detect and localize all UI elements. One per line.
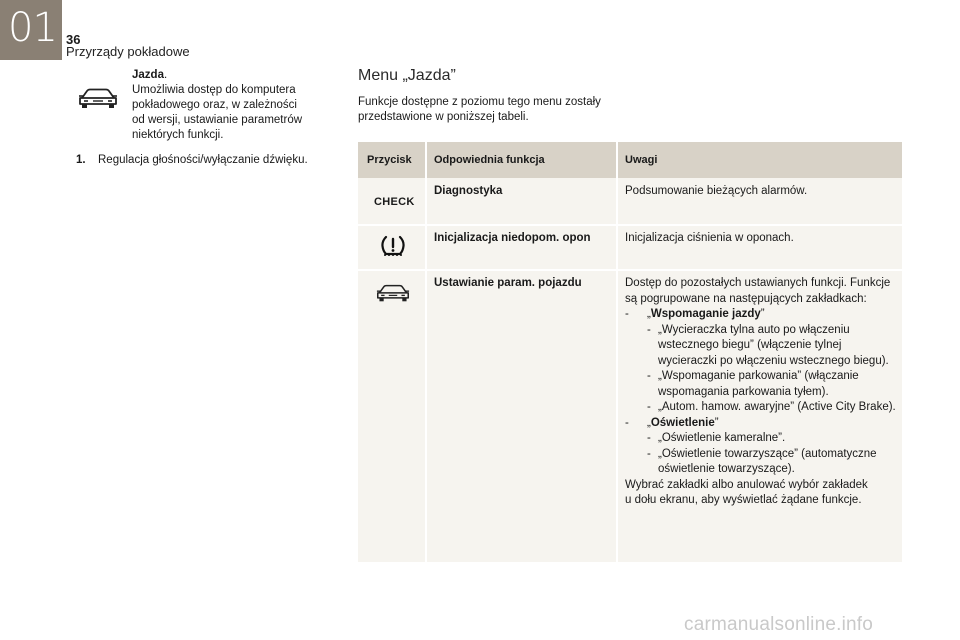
functions-table (358, 142, 902, 562)
notes-line: oświetlenie towarzyszące). (658, 463, 795, 475)
table-row (358, 271, 902, 562)
watermark: carmanualsonline.info (684, 614, 874, 635)
column-divider (425, 142, 427, 562)
dash: - (647, 401, 651, 413)
notes-text: „Autom. hamow. awaryjne” (Active City Brake). (658, 401, 896, 413)
notes-tab-group (625, 416, 901, 432)
intro-line: przedstawione w poniższej tabeli. (358, 111, 529, 123)
check-button-label: CHECK (374, 196, 415, 208)
notes-line (625, 447, 901, 463)
title-suffix: . (163, 69, 168, 81)
notes-line: są pogrupowane na następujących zakładkach: (625, 292, 867, 305)
page-number: 36 (66, 32, 81, 47)
notes-line: wycieraczki po włączeniu wstecznego biegu). (658, 354, 889, 367)
chapter-number: 01 (8, 5, 57, 51)
dash: - (625, 308, 629, 320)
dash: - (647, 447, 651, 460)
driving-menu-description (132, 68, 322, 143)
chapter-tab (0, 0, 62, 60)
function-cell: Diagnostyka (434, 185, 503, 197)
menu-intro (358, 95, 608, 125)
numbered-list-item (76, 153, 336, 168)
notes-cell (625, 276, 901, 509)
table-row (358, 226, 902, 269)
list-number: 1. (76, 154, 86, 166)
quote-open: „ (647, 416, 651, 429)
description-line: Umożliwia dostęp do komputera (132, 84, 296, 96)
dash: - (647, 370, 651, 382)
function-cell: Inicjalizacja niedopom. opon (434, 232, 591, 244)
notes-line: wspomagania parkowania tyłem). (658, 385, 829, 398)
dash: - (647, 432, 651, 444)
tab-name: Oświetlenie (650, 416, 715, 429)
description-line: niektórych funkcji. (132, 129, 224, 141)
description-line: pokładowego oraz, w zależności (132, 99, 297, 111)
notes-tab-group (625, 307, 901, 323)
menu-title: Menu „Jazda” (358, 67, 456, 84)
column-divider (616, 142, 618, 562)
section-title: Przyrządy pokładowe (66, 44, 190, 59)
tab-name: Wspomaganie jazdy (650, 308, 761, 320)
list-text: Regulacja głośności/wyłączanie dźwięku. (98, 154, 308, 166)
notes-line (625, 431, 901, 447)
dash: - (647, 323, 651, 336)
car-icon (376, 281, 410, 303)
notes-line (625, 323, 901, 339)
notes-text: „Wspomaganie parkowania” (włączanie (658, 370, 859, 382)
notes-cell: Podsumowanie bieżących alarmów. (625, 185, 808, 197)
quote-close: ” (714, 416, 719, 429)
notes-line (625, 400, 901, 416)
quote-open: „ (647, 308, 651, 320)
notes-text: „Oświetlenie kameralne”. (658, 432, 786, 444)
table-row (358, 178, 902, 224)
notes-line: u dołu ekranu, aby wyświetlać żądane funkcje. (625, 494, 862, 506)
driving-menu-title: Jazda (132, 69, 164, 81)
notes-line: Wybrać zakładki albo anulować wybór zakładek (625, 478, 868, 491)
table-header (358, 142, 902, 178)
intro-line: Funkcje dostępne z poziomu tego menu zostały (358, 96, 601, 108)
notes-line: wstecznego biegu” (włączenie tylnej (658, 339, 842, 351)
notes-text: „Wycieraczka tylna auto po włączeniu (658, 323, 850, 336)
notes-line: Dostęp do pozostałych ustawianych funkcji. Funkcje (625, 277, 891, 289)
car-icon (78, 84, 118, 110)
quote-close: ” (760, 308, 765, 320)
header-button: Przycisk (367, 154, 412, 166)
tire-pressure-warning-icon (380, 232, 406, 258)
header-function: Odpowiednia funkcja (434, 154, 545, 166)
function-cell: Ustawianie param. pojazdu (434, 277, 582, 289)
description-line: od wersji, ustawianie parametrów (132, 114, 303, 126)
notes-line (625, 369, 901, 385)
dash: - (625, 416, 629, 429)
header-notes: Uwagi (625, 154, 658, 166)
notes-text: „Oświetlenie towarzyszące” (automatyczne (658, 447, 877, 460)
notes-cell: Inicjalizacja ciśnienia w oponach. (625, 232, 794, 244)
